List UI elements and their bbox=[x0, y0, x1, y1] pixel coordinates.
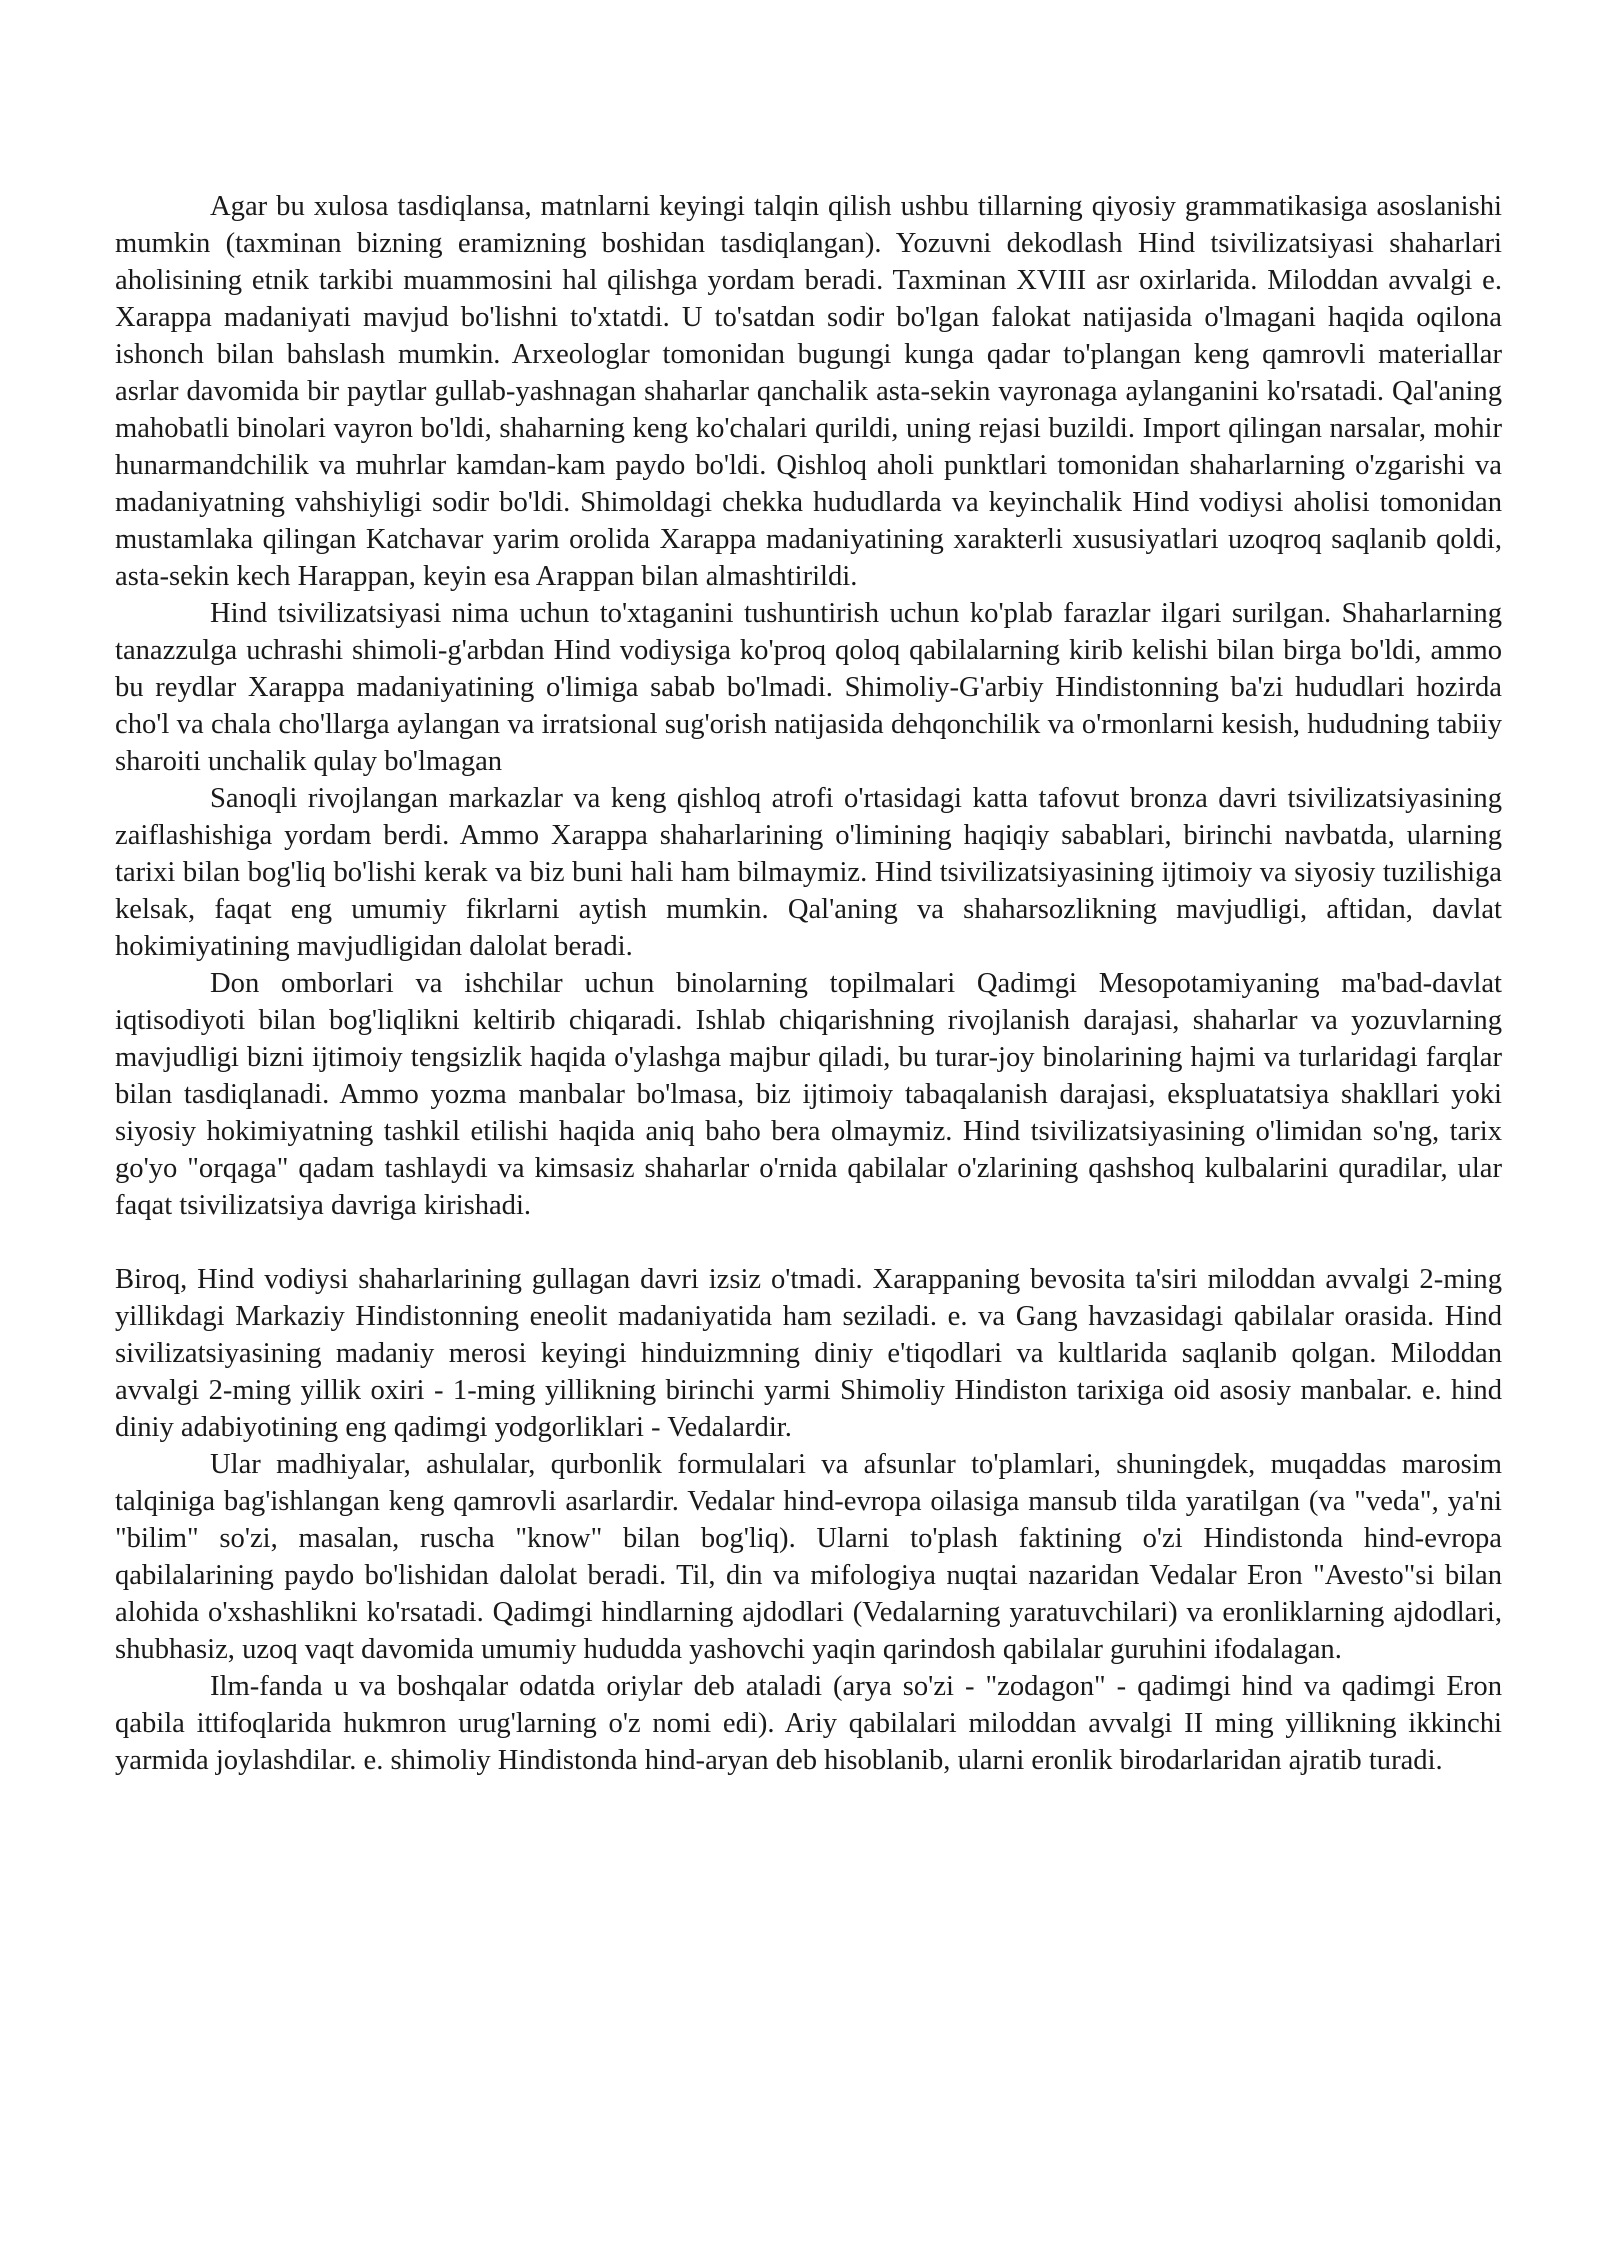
paragraph: Agar bu xulosa tasdiqlansa, matnlarni keyingi talqin qilish ushbu tillarning qiyosiy grammatikasiga asoslanishi mumkin (taxminan bizning eramizning boshidan tasdiqlangan). Yozuvni dekodlash Hind tsivilizatsiyasi shaharlari aholisining etnik tarkibi muammosini hal qilishga yordam beradi. Taxminan XVIII asr oxirlarida. Miloddan avvalgi e. Xarappa madaniyati mavjud bo'lishni to'xtatdi. U to'satdan sodir bo'lgan falokat natijasida o'lmagani haqida oqilona ishonch bilan bahslash mumkin. Arxeologlar tomonidan bugungi kunga qadar to'plangan keng qamrovli materiallar asrlar davomida bir paytlar gullab-yashnagan shaharlar qanchalik asta-sekin vayronaga aylanganini ko'rsatadi. Qal'aning mahobatli binolari vayron bo'ldi, shaharning keng ko'chalari qurildi, uning rejasi buzildi. Import qilingan narsalar, mohir hunarmandchilik va muhrlar kamdan-kam paydo bo'ldi. Qishloq aholi punktlari tomonidan shaharlarning o'zgarishi va madaniyatning vahshiyligi sodir bo'ldi. Shimoldagi chekka hududlarda va keyinchalik Hind vodiysi aholisi tomonidan mustamlaka qilingan Katchavar yarim orolida Xarappa madaniyatining xarakterli xususiyatlari uzoqroq saqlanib qoldi, asta-sekin kech Harappan, keyin esa Arappan bilan almashtirildi. bbox=[115, 191, 1502, 592]
paragraph: Ilm-fanda u va boshqalar odatda oriylar deb ataladi (arya so'zi - "zodagon" - qadimgi hind va qadimgi Eron qabila ittifoqlarida hukmron urug'larning o'z nomi edi). Ariy qabilalari miloddan avvalgi II ming yillikning ikkinchi yarmida joylashdilar. e. shimoliy Hindistonda hind-aryan deb hisoblanib, ularni eronlik birodarlaridan ajratib turadi. bbox=[115, 1671, 1502, 1776]
paragraph: Don omborlari va ishchilar uchun binolarning topilmalari Qadimgi Mesopotamiyaning ma'bad-davlat iqtisodiyoti bilan bog'liqlikni keltirib chiqaradi. Ishlab chiqarishning rivojlanish darajasi, shaharlar va yozuvlarning mavjudligi bizni ijtimoiy tengsizlik haqida o'ylashga majbur qiladi, bu turar-joy binolarining hajmi va turlaridagi farqlar bilan tasdiqlanadi. Ammo yozma manbalar bo'lmasa, biz ijtimoiy tabaqalanish darajasi, ekspluatatsiya shakllari yoki siyosiy hokimiyatning tashkil etilishi haqida aniq baho bera olmaymiz. Hind tsivilizatsiyasining o'limidan so'ng, tarix go'yo "orqaga" qadam tashlaydi va kimsasiz shaharlar o'rnida qabilalar o'zlarining qashshoq kulbalarini quradilar, ular faqat tsivilizatsiya davriga kirishadi. bbox=[115, 968, 1502, 1221]
document-body bbox=[115, 188, 1502, 1779]
paragraph: Sanoqli rivojlangan markazlar va keng qishloq atrofi o'rtasidagi katta tafovut bronza davri tsivilizatsiyasining zaiflashishiga yordam berdi. Ammo Xarappa shaharlarining o'limining haqiqiy sabablari, birinchi navbatda, ularning tarixi bilan bog'liq bo'lishi kerak va biz buni hali ham bilmaymiz. Hind tsivilizatsiyasining ijtimoiy va siyosiy tuzilishiga kelsak, faqat eng umumiy fikrlarni aytish mumkin. Qal'aning va shaharsozlikning mavjudligi, aftidan, davlat hokimiyatining mavjudligidan dalolat beradi. bbox=[115, 783, 1502, 962]
paragraph: Hind tsivilizatsiyasi nima uchun to'xtaganini tushuntirish uchun ko'plab farazlar ilgari surilgan. Shaharlarning tanazzulga uchrashi shimoli-g'arbdan Hind vodiysiga ko'proq qoloq qabilalarning kirib kelishi bilan birga bo'ldi, ammo bu reydlar Xarappa madaniyatining o'limiga sabab bo'lmadi. Shimoliy-G'arbiy Hindistonning ba'zi hududlari hozirda cho'l va chala cho'llarga aylangan va irratsional sug'orish natijasida dehqonchilik va o'rmonlarni kesish, hududning tabiiy sharoiti unchalik qulay bo'lmagan bbox=[115, 598, 1502, 777]
paragraph: Biroq, Hind vodiysi shaharlarining gullagan davri izsiz o'tmadi. Xarappaning bevosita ta'siri miloddan avvalgi 2-ming yillikdagi Markaziy Hindistonning eneolit madaniyatida ham seziladi. e. va Gang havzasidagi qabilalar orasida. Hind sivilizatsiyasining madaniy merosi keyingi hinduizmning diniy e'tiqodlari va kultlarida saqlanib qolgan. Miloddan avvalgi 2-ming yillik oxiri - 1-ming yillikning birinchi yarmi Shimoliy Hindiston tarixiga oid asosiy manbalar. e. hind diniy adabiyotining eng qadimgi yodgorliklari - Vedalardir. bbox=[115, 1264, 1502, 1443]
paragraph: Ular madhiyalar, ashulalar, qurbonlik formulalari va afsunlar to'plamlari, shuningdek, muqaddas marosim talqiniga bag'ishlangan keng qamrovli asarlardir. Vedalar hind-evropa oilasiga mansub tilda yaratilgan (va "veda", ya'ni "bilim" so'zi, masalan, ruscha "know" bilan bog'liq). Ularni to'plash faktining o'zi Hindistonda hind-evropa qabilalarining paydo bo'lishidan dalolat beradi. Til, din va mifologiya nuqtai nazaridan Vedalar Eron "Avesto"si bilan alohida o'xshashlikni ko'rsatadi. Qadimgi hindlarning ajdodlari (Vedalarning yaratuvchilari) va eronliklarning ajdodlari, shubhasiz, uzoq vaqt davomida umumiy hududda yashovchi yaqin qarindosh qabilalar guruhini ifodalagan. bbox=[115, 1449, 1502, 1665]
